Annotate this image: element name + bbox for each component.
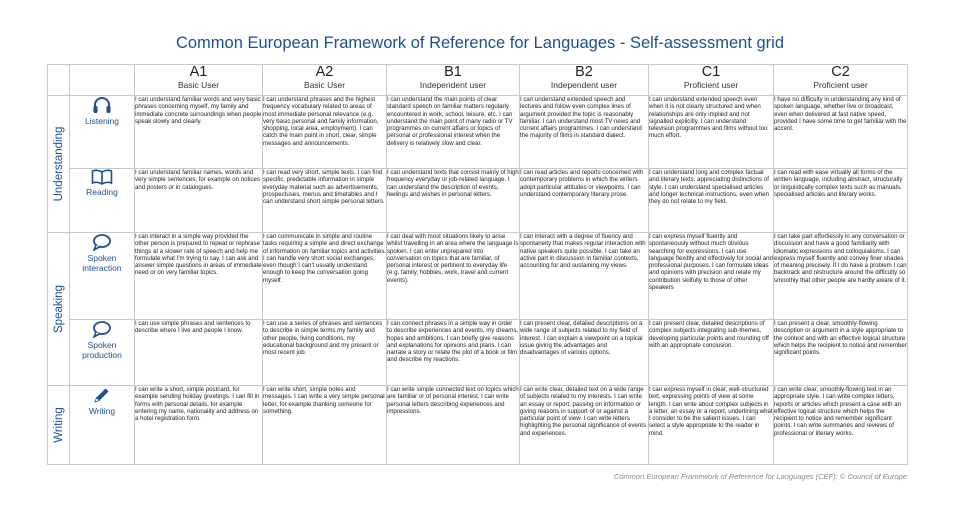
- skill-writing: [70, 386, 135, 465]
- descriptor-cell: I can interact with a degree of fluency and spontaneity that makes regular interaction with native speakers quite possible. I can take an active part in discussion in familiar contexts, accounting for and sustaining my views.: [520, 233, 649, 320]
- descriptor-cell: I can understand familiar words and very basic phrases concerning myself, my family and immediate concrete surroundings when people speak slowly and clearly.: [135, 96, 263, 169]
- descriptor-cell: I can interact in a simple way provided the other person is prepared to repeat or rephrase things at a slower rate of speech and help me formulate what I'm trying to say. I can ask and answer simple questions in areas of immediate need or on very familiar topics.: [135, 233, 263, 320]
- skill-row-writing: [48, 386, 908, 465]
- descriptor-cell: I can read articles and reports concerned with contemporary problems in which the writers adopt particular attitudes or viewpoints. I can understand contemporary literary prose.: [520, 169, 649, 233]
- headphones-icon: [92, 96, 112, 114]
- self-assessment-grid: [47, 64, 908, 465]
- level-code: B2: [575, 64, 593, 80]
- skill-label: Writing: [88, 406, 116, 416]
- level-code: A1: [189, 64, 208, 80]
- level-header-c1: [649, 65, 774, 96]
- descriptor-cell: I can write a short, simple postcard, for example sending holiday greetings. I can fill in forms with personal details, for example entering my name, nationality and address on a hotel registration form.: [135, 386, 263, 465]
- category-understanding: [48, 96, 70, 233]
- descriptor-cell: I can communicate in simple and routine tasks requiring a simple and direct exchange of information on familiar topics and activities. I can handle very short social exchanges, even though I can't usually understand enough to keep the conversation going myself.: [263, 233, 387, 320]
- level-label: Basic User: [303, 80, 346, 90]
- descriptor-cell: I can express myself in clear, well-structured text, expressing points of view at some length. I can write about complex subjects in a letter, an essay or a report, underlining what I consider to be the salient issues. I can select a style appropriate to the reader in mind.: [649, 386, 774, 465]
- skill-row-reading: [48, 169, 908, 233]
- descriptor-cell: I can present a clear, smoothly-flowing description or argument in a style appropriate to the context and with an effective logical structure which helps the recipient to notice and remember significant points.: [774, 320, 908, 386]
- header-row: [48, 65, 908, 96]
- skill-row-spoken-production: [48, 320, 908, 386]
- descriptor-cell: I can take part effortlessly in any conversation or discussion and have a good familiarity with idiomatic expressions and colloquialisms. I can express myself fluently and convey finer shades of meaning precisely. If I do have a problem I can backtrack and restructure around the difficulty so smoothly that other people are hardly aware of it.: [774, 233, 908, 320]
- descriptor-cell: I can write clear, detailed text on a wide range of subjects related to my interests. I can write an essay or report, passing on information or giving reasons in support of or against a particular point of view. I can write letters highlighting the personal significance of events and experiences.: [520, 386, 649, 465]
- level-code: C2: [831, 64, 850, 80]
- descriptor-cell: I can present clear, detailed descriptions of complex subjects integrating sub-themes, developing particular points and rounding off with an appropriate conclusion.: [649, 320, 774, 386]
- descriptor-cell: I can write clear, smoothly-flowing text in an appropriate style. I can write complex letters, reports or articles which present a case with an effective logical structure which helps the recipient to notice and remember significant points. I can write summaries and reviews of professional or literary works.: [774, 386, 908, 465]
- descriptor-cell: I can deal with most situations likely to arise whilst travelling in an area where the language is spoken. I can enter unprepared into conversation on topics that are familiar, of personal interest or pertinent to everyday life (e.g. family, hobbies, work, travel and current events).: [387, 233, 520, 320]
- skill-row-spoken-interaction: [48, 233, 908, 320]
- skill-row-listening: [48, 96, 908, 169]
- level-code: A2: [315, 64, 334, 80]
- skill-label: Spoken production: [82, 340, 122, 360]
- descriptor-cell: I can understand long and complex factual and literary texts, appreciating distinctions of style. I can understand specialised articles and longer technical instructions, even when they do not relate to my field.: [649, 169, 774, 233]
- descriptor-cell: I can understand phrases and the highest frequency vocabulary related to areas of most immediate personal relevance (e.g. very basic personal and family information, shopping, local area, employment). I can catch the main point in short, clear, simple messages and announcements.: [263, 96, 387, 169]
- descriptor-cell: I can present clear, detailed descriptions on a wide range of subjects related to my field of interest. I can explain a viewpoint on a topical issue giving the advantages and disadvantages of various options.: [520, 320, 649, 386]
- skill-label: Spoken interaction: [82, 253, 122, 273]
- descriptor-cell: I can use simple phrases and sentences to describe where I live and people I know.: [135, 320, 263, 386]
- descriptor-cell: I can write simple connected text on topics which are familiar or of personal interest. I can write personal letters describing experiences and impressions.: [387, 386, 520, 465]
- pen-icon: [92, 386, 112, 404]
- descriptor-cell: I can understand extended speech and lectures and follow even complex lines of argument provided the topic is reasonably familiar. I can understand most TV news and current affairs programmes. I can understand the majority of films in standard dialect.: [520, 96, 649, 169]
- descriptor-cell: I can express myself fluently and spontaneously without much obvious searching for expressions. I can use language flexibly and effectively for social and professional purposes. I can formulate ideas and opinions with precision and relate my contribution skilfully to those of other speakers: [649, 233, 774, 320]
- category-label: Speaking: [52, 285, 65, 333]
- skill-spoken-interaction: [70, 233, 135, 320]
- level-code: C1: [701, 64, 721, 80]
- descriptor-cell: I can read very short, simple texts. I can find specific, predictable information in simple everyday material such as advertisements, prospectuses, menus and timetables and I can understand short simple personal letters.: [263, 169, 387, 233]
- level-label: Independent user: [550, 80, 618, 90]
- skill-label: Listening: [84, 116, 120, 126]
- corner-cell: [48, 65, 70, 96]
- level-label: Independent user: [419, 80, 487, 90]
- skill-listening: [70, 96, 135, 169]
- level-header-a2: [263, 65, 387, 96]
- level-label: Proficient user: [683, 80, 739, 90]
- level-header-b2: [520, 65, 649, 96]
- descriptor-cell: I can read with ease virtually all forms of the written language, including abstract, structurally or linguistically complex texts such as manuals, specialised articles and literary works.: [774, 169, 908, 233]
- category-speaking: [48, 233, 70, 386]
- page-title: Common European Framework of Reference for Languages - Self-assessment grid: [175, 34, 785, 52]
- speech-bubble-icon: [92, 233, 112, 251]
- category-label: Understanding: [52, 126, 65, 202]
- book-icon: [91, 169, 113, 185]
- descriptor-cell: I can use a series of phrases and sentences to describe in simple terms my family and other people, living conditions, my educational background and my present or most recent job.: [263, 320, 387, 386]
- descriptor-cell: I can understand texts that consist mainly of high frequency everyday or job-related language. I can understand the description of events, feelings and wishes in personal letters.: [387, 169, 520, 233]
- level-header-b1: [387, 65, 520, 96]
- level-header-c2: [774, 65, 908, 96]
- level-code: B1: [444, 64, 462, 80]
- level-label: Proficient user: [813, 80, 868, 90]
- speech-bubble-icon: [92, 320, 112, 338]
- corner-cell: [70, 65, 135, 96]
- descriptor-cell: I have no difficulty in understanding any kind of spoken language, whether live or broadcast, even when delivered at fast native speed, provided I have some time to get familiar with the accent.: [774, 96, 908, 169]
- level-header-a1: [135, 65, 263, 96]
- descriptor-cell: I can understand familiar names, words and very simple sentences, for example on notices and posters or in catalogues.: [135, 169, 263, 233]
- category-writing: [48, 386, 70, 465]
- skill-label: Reading: [86, 187, 118, 197]
- skill-reading: [70, 169, 135, 233]
- copyright-footer: Common European Framework of Reference for Languages (CEF): © Council of Europe: [613, 472, 907, 481]
- level-label: Basic User: [177, 80, 220, 90]
- descriptor-cell: I can understand the main points of clear standard speech on familiar matters regularly encountered in work, school, leisure, etc. I can understand the main point of many radio or TV programmes on current affairs or topics of personal or professional interest when the delivery is relatively slow and clear.: [387, 96, 520, 169]
- category-label: Writing: [52, 407, 65, 443]
- descriptor-cell: I can understand extended speech even when it is not clearly structured and when relationships are only implied and not signalled explicitly. I can understand television programmes and films without too much effort.: [649, 96, 774, 169]
- skill-spoken-production: [70, 320, 135, 386]
- descriptor-cell: I can connect phrases in a simple way in order to describe experiences and events, my dreams, hopes and ambitions. I can briefly give reasons and explanations for opinions and plans. I can narrate a story or relate the plot of a book or film and describe my reactions.: [387, 320, 520, 386]
- descriptor-cell: I can write short, simple notes and messages. I can write a very simple personal letter, for example thanking someone for something.: [263, 386, 387, 465]
